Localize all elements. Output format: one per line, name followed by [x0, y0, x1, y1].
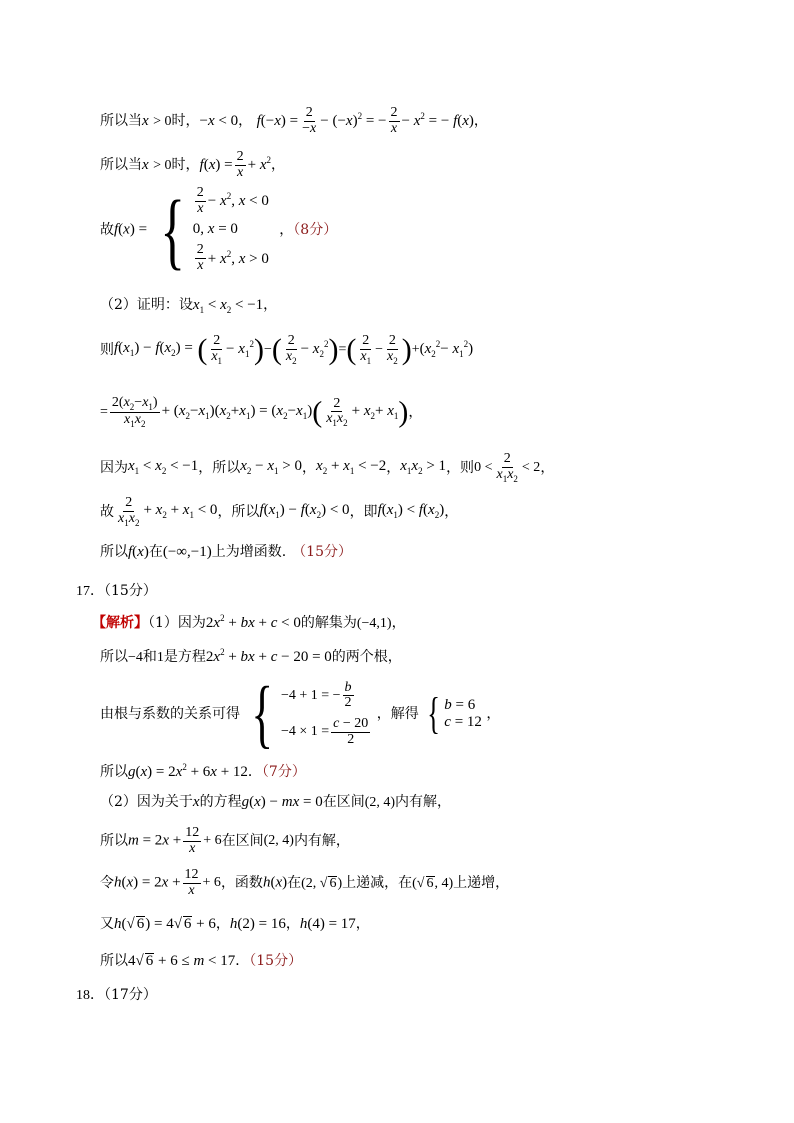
line-14: （2）因为关于x的方程g(x) − mx = 0在区间(2, 4)内有解， [100, 794, 452, 810]
text: 所以 [100, 764, 128, 780]
text: 的两个根， [331, 649, 402, 665]
text: 所以 [100, 544, 128, 560]
text: ， [486, 706, 501, 722]
line-1: 所以当x > 0时，−x < 0， f(−x) = $\frac{2}{-x}$ − $(-x)^2$ = − $\frac{2}{x}$ − $x^2$ = − f(x)， [100, 105, 488, 136]
text: ， [302, 459, 317, 476]
line-13: 所以$g(x) = 2x^2 + 6x + 12$．（7分） [100, 762, 306, 780]
line-9: 所以f(x)在(−∞,−1)上为增函数. （15分） [100, 544, 352, 560]
fraction: $\frac{2}{x}$ [390, 105, 398, 136]
text: ． [235, 953, 250, 969]
question-number: 18． [76, 988, 104, 1003]
text: 内有解， [395, 794, 452, 810]
line-18: 所以4√ 6 + 6 ≤ m < 17．（15分） [100, 953, 303, 969]
line-4: （2）证明：设$x_1 < x_2 < -1$， [100, 297, 278, 315]
text: （2）证明：设 [100, 297, 193, 313]
text: ， [270, 157, 285, 174]
fraction: $\frac{2}{-x}$ [302, 105, 317, 136]
cases: { −4 + 1 = − $\frac{b}{2}$ −4 × 1 = $\frac{c - 20}{2}$ [251, 672, 369, 756]
text: 又 [100, 916, 114, 932]
text: ， [386, 459, 401, 476]
text: 所以 [100, 833, 128, 850]
text: 故 [100, 503, 114, 520]
text: ，则 [446, 459, 475, 476]
text: 令 [100, 875, 114, 892]
cases: { $\frac{2}{x}$ − $x^2$, x < 0 0, x = 0 $\frac{2}{x}$ + $x^2$, x > 0 [159, 181, 269, 278]
text: 在 [148, 544, 163, 560]
line-15: 所以m = 2x + $\frac{12}{x}$ + 6在区间(2, 4)内有解， [100, 825, 350, 856]
line-17: 又h(√ 6) = 4√ 6 + 6，h(2) = 16，h(4) = 17， [100, 916, 370, 932]
fraction: $\frac{2}{x}$ [236, 149, 244, 180]
text: 时， [171, 157, 200, 174]
line-7: 因为$x_1 < x_2 < -1$，所以$x_2 - x_1 > 0$，$x_2 + x_1 < -2$，$x_1x_2 > 1$，则0 < $\frac{2}{x_1x_2}$ < 2， [100, 451, 555, 484]
text: 上为增函数. [211, 544, 287, 560]
text: 则 [100, 341, 114, 358]
text: 的方程 [199, 794, 242, 810]
line-11: 所以−4和1是方程$2x^2$ + bx + c − 20 = 0的两个根， [100, 647, 402, 665]
text: ， [285, 916, 300, 932]
text: ，所以 [217, 503, 260, 520]
math-f-neg-x: f(−x) = [256, 113, 299, 130]
text: ， [263, 297, 278, 313]
text: 在 [287, 875, 302, 892]
line-8: 故 $\frac{2}{x_1x_2}$ + $x_2 + x_1 < 0$，所以$f(x_1) - f(x_2) < 0$，即$f(x_1) < f(x_2)$， [100, 495, 459, 528]
text: 所以 [100, 649, 128, 665]
text: ， [473, 113, 488, 130]
text: 时， [171, 113, 200, 130]
line-10: 【解析】（1）因为$2x^2$ + bx + c < 0的解集为(−4,1)， [92, 613, 406, 631]
question-17-header [76, 584, 157, 599]
question-number: 17． [76, 584, 104, 599]
line-5: 则$f(x_1) - f(x_2)$ = ( $\frac{2}{x_1}$ − $x_1^2)-$( $\frac{2}{x_2}$ − $x_2^2)=$( $\frac{2}{x_1}$ − $\frac{2}{x_2}$ )$+(x_2^2- x_1^2)$ [100, 332, 474, 366]
score: （8分） [293, 221, 338, 238]
text: 所以当 [100, 157, 142, 174]
score: （15分） [292, 544, 352, 560]
text: ， [408, 404, 423, 421]
text: 上递减，在 [342, 875, 413, 892]
line-3-piecewise: 故f(x) = { $\frac{2}{x}$ − $x^2$, x < 0 0, x = 0 $\frac{2}{x}$ + $x^2$, x > 0 ，（8分） [100, 181, 338, 278]
text: ． [247, 764, 262, 780]
line-6: = $\frac{2(x_2-x_1)}{x_1x_2}$ + $(x_2-x_1)(x_2+x_1) = (x_2-x_1)$( $\frac{2}{x_1x_2}$ + $x_2+ x_1$)， [100, 395, 423, 430]
text: （1）因为 [148, 615, 206, 631]
text: 所以 [100, 953, 128, 969]
text: （2）因为关于 [100, 794, 193, 810]
line-12-system [100, 672, 501, 756]
text: ， [444, 503, 459, 520]
question-18-header [76, 988, 157, 1003]
score: （17分） [104, 987, 157, 1003]
text: ， [238, 113, 253, 130]
text: ， [540, 459, 555, 476]
text: 故 [100, 221, 114, 238]
text: 在区间 [221, 833, 264, 850]
text: 的解集为 [300, 615, 357, 631]
text: ，即 [349, 503, 378, 520]
text: 是方程 [163, 649, 206, 665]
text: ，所以 [198, 459, 241, 476]
score: （7分） [261, 764, 306, 780]
text: ， [355, 916, 370, 932]
score: （15分） [104, 583, 157, 599]
text: ，函数 [220, 875, 263, 892]
math: −x < 0 [199, 113, 239, 130]
analysis-tag: 【解析】 [92, 615, 148, 631]
score: （15分） [249, 953, 303, 969]
text: 在区间 [322, 794, 365, 810]
text: 上递增， [453, 875, 510, 892]
line-2: 所以当x > 0时，f(x) = $\frac{2}{x}$ + $x^2$， [100, 149, 285, 180]
text: ， [215, 916, 230, 932]
text: ，解得 [376, 706, 419, 722]
text: 内有解， [293, 833, 350, 850]
text: 由根与系数的关系可得 [100, 706, 240, 722]
text: ， [391, 615, 406, 631]
text: 因为 [100, 459, 128, 476]
math: x [142, 113, 149, 130]
text: 所以当 [100, 113, 142, 130]
text: 和 [142, 649, 157, 665]
cases: { b = 6 c = 12 [427, 689, 482, 738]
text: ， [279, 221, 294, 238]
line-16: 令h(x) = 2x + $\frac{12}{x}$ + 6，函数h(x)在(2, √ 6)上递减，在(√ 6, 4)上递增， [100, 867, 510, 898]
